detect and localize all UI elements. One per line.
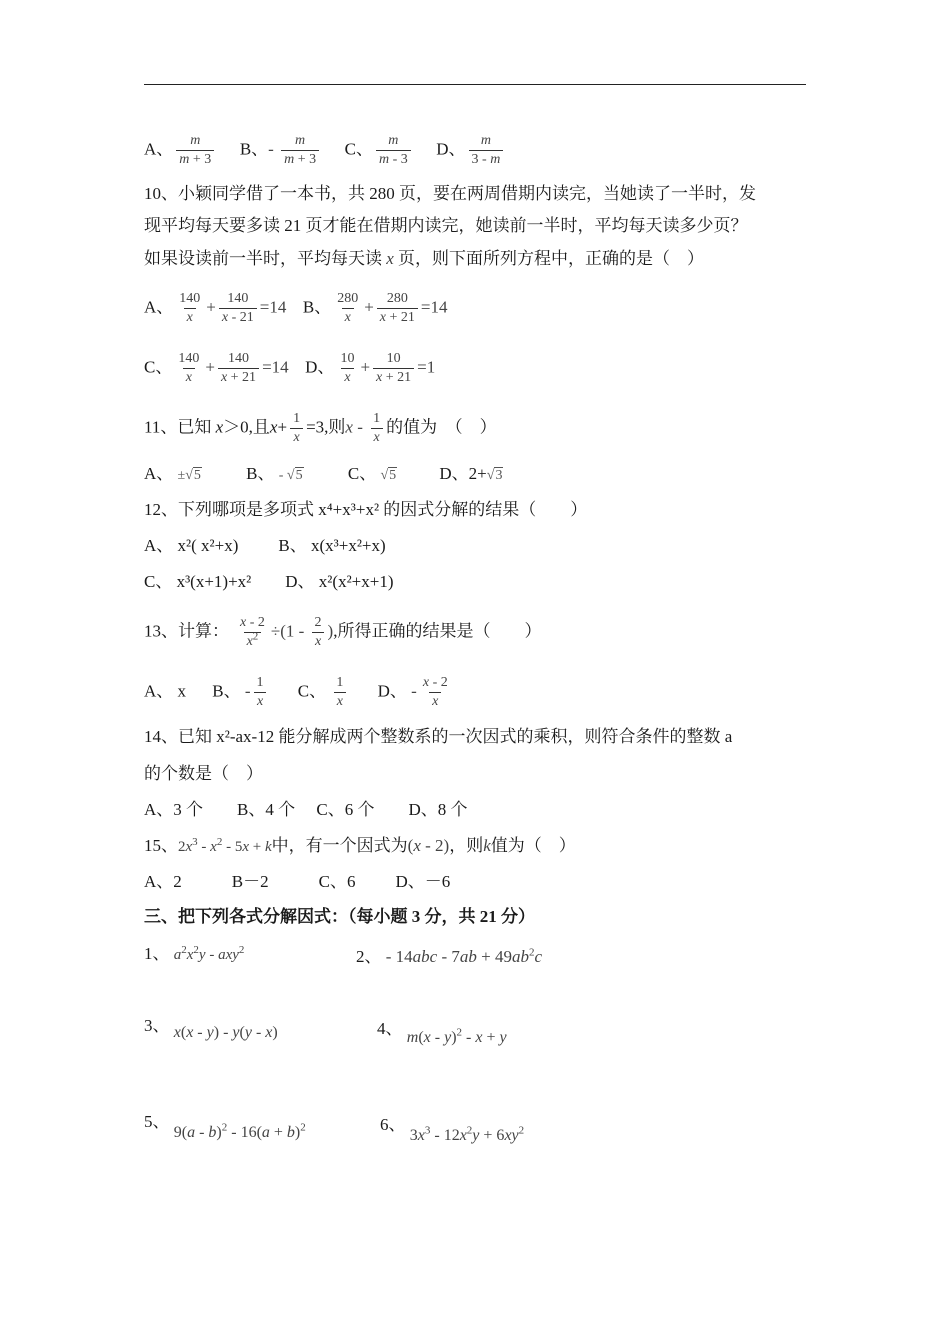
q13-stem: 13、计算： $\frac{x - 2}{x^2}$ ÷(1 - $\frac{2}{x}$ ),所得正确的结果是（ ）: [144, 615, 542, 649]
q12-stem: 12、下列哪项是多项式 x⁴+x³+x² 的因式分解的结果（ ）: [144, 500, 588, 519]
q9-options: A、 $\frac{m}{m + 3}$ B、- $\frac{m}{m + 3}$ C、 $\frac{m}{m - 3}$ D、 $\frac{m}{3 - m}$: [144, 132, 506, 169]
q9-option-b-fraction: $\frac{m}{m + 3}$: [281, 132, 319, 169]
q15-stem: 15、$2x^3 - x^2 - 5x + k$中，有一个因式为(x - 2)，则k值为（ ）: [144, 836, 576, 855]
q11-options: A、 ±√5 B、 - √5 C、 √5 D、2+√3: [144, 464, 503, 483]
q9-option-c-fraction: $\frac{m}{m - 3}$: [376, 132, 411, 169]
q10-line2: 现平均每天要多读 21 页才能在借期内读完，她读前一半时，平均每天读多少页？: [144, 216, 748, 235]
q10-options-ab: A、 $\frac{140}{x}$ + $\frac{140}{x - 21}$ =14 B、 $\frac{280}{x}$ + $\frac{280}{x + 21}$ =14: [144, 291, 448, 325]
q10-line1: 10、小颖同学借了一本书，共 280 页，要在两周借期内读完，当她读了一半时，发: [144, 184, 756, 203]
q14-line1: 14、已知 x²-ax-12 能分解成两个整数系的一次因式的乘积，则符合条件的整数 a: [144, 727, 733, 746]
q12-options-ab: A、 x²( x²+x) B、 x(x³+x²+x): [144, 536, 386, 555]
item-4: 4、 m(x - y)$^2$ - x + y: [377, 1019, 507, 1046]
q12-options-cd: C、 x³(x+1)+x² D、 x²(x²+x+1): [144, 572, 394, 591]
q14-line2: 的个数是（ ）: [144, 764, 263, 783]
q11-stem: 11、已知 x＞0,且x+ $\frac{1}{x}$ =3,则x - $\frac{1}{x}$ 的值为 （ ）: [144, 411, 497, 445]
item-5: 5、 $9(a - b)^2 - 16(a + b)^2$: [144, 1112, 306, 1141]
item-6: 6、 $3x^3 - 12x^2y + 6xy^2$: [380, 1115, 525, 1144]
q9-option-a-fraction: $\frac{m}{m + 3}$: [176, 132, 214, 169]
q14-options: A、3 个 B、4 个 C、6 个 D、8 个: [144, 800, 468, 819]
header-rule: [144, 84, 806, 85]
q9-option-d-fraction: $\frac{m}{3 - m}$: [469, 132, 504, 169]
item-3: 3、 x(x - y) - y(y - x): [144, 1016, 278, 1041]
q10-options-cd: C、 $\frac{140}{x}$ + $\frac{140}{x + 21}$ =14 D、 $\frac{10}{x}$ + $\frac{10}{x + 21}$ =1: [144, 351, 436, 385]
item-2: 2、 - $14abc - 7ab + 49ab^2c$: [356, 946, 543, 966]
item-1: 1、 $a^2x^2y - axy^2$: [144, 944, 245, 963]
q10-line3: 如果设读前一半时，平均每天读 x 页，则下面所列方程中，正确的是（ ）: [144, 249, 705, 268]
q13-options: A、 x B、 - $\frac{1}{x}$ C、 $\frac{1}{x}$ D、 - $\frac{x - 2}{x}$: [144, 675, 448, 709]
q15-options: A、2 B－2 C、6 D、－6: [144, 872, 451, 891]
section3-heading: 三、把下列各式分解因式：（每小题 3 分，共 21 分）: [144, 907, 535, 926]
